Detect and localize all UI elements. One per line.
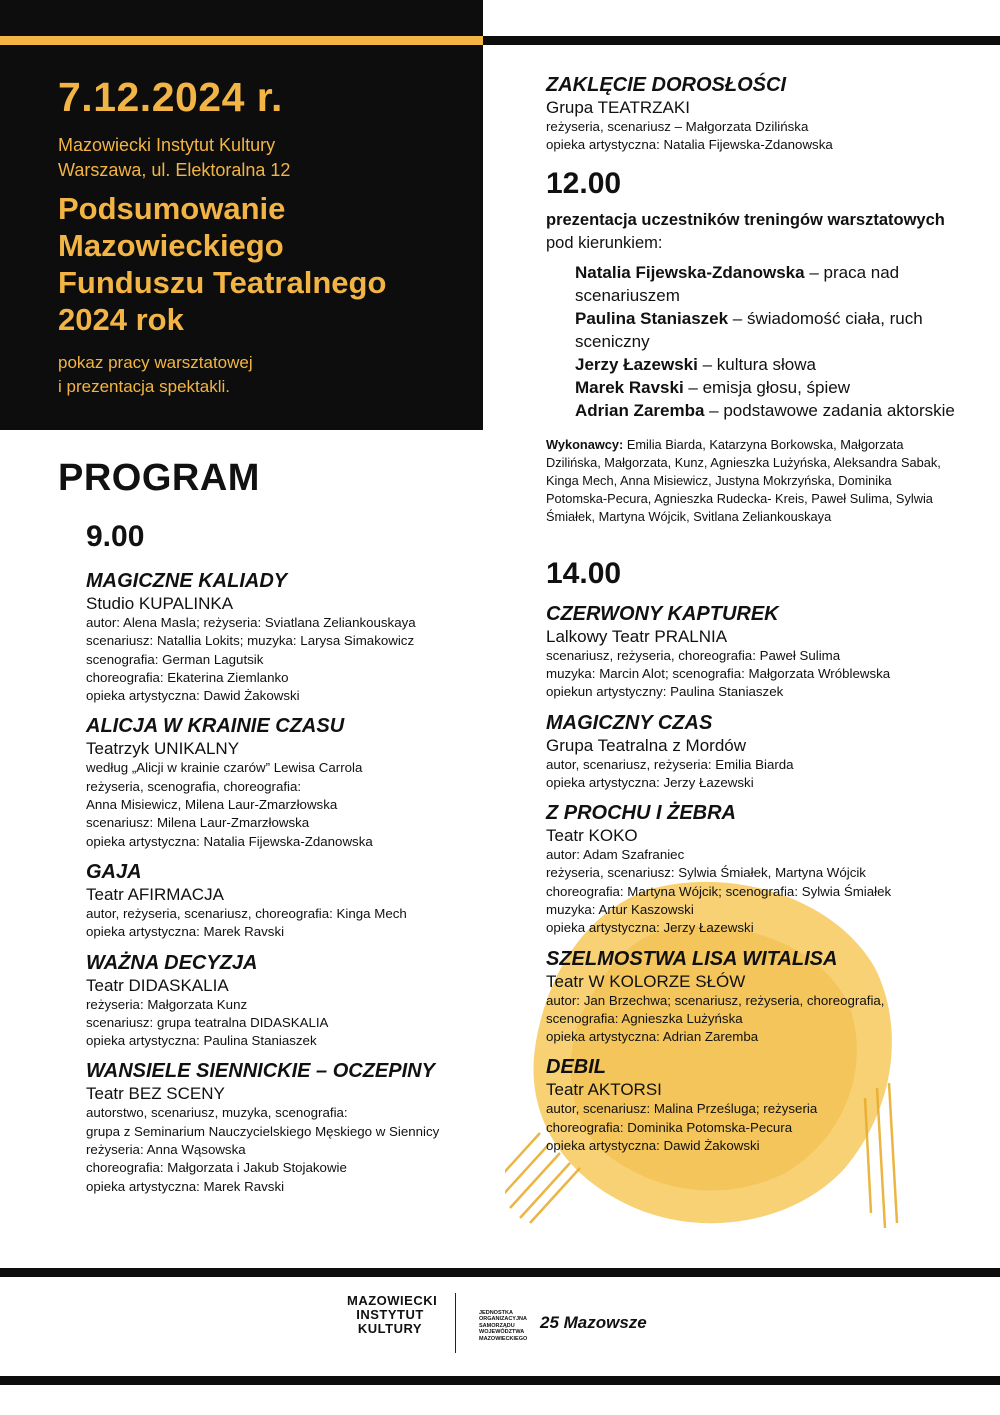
show-title: WANSIELE SIENNICKIE – OCZEPINY bbox=[86, 1060, 435, 1083]
logo-line: KULTURY bbox=[357, 1321, 423, 1336]
show-entry bbox=[546, 1054, 956, 1155]
show-credit: opieka artystyczna: Jerzy Łazewski bbox=[546, 920, 754, 936]
logo-line: MAZOWIECKIEGO bbox=[479, 1335, 528, 1342]
show-credit: opieka artystyczna: Natalia Fijewska-Zdanowska bbox=[546, 137, 833, 153]
show-title: Z PROCHU I ŻEBRA bbox=[546, 802, 736, 825]
logo-line: WOJEWÓDZTWA bbox=[479, 1329, 525, 1336]
show-troupe: Teatr DIDASKALIA bbox=[86, 975, 229, 995]
show-credit: autor: Alena Masla; reżyseria: Sviatlana Zeliankouskaya bbox=[86, 615, 416, 630]
performers-list: Emilia Biarda, Katarzyna Borkowska, Małgorzata Dzilińska, Małgorzata, Kunz, Agnieszka Lużyńska, Aleksandra Sabak, Kinga Mech, Anna Misiewicz, Justyna Mokrzyńska, Dominika Potomska-Pecura, Agnieszka Rudecka- Kreis, Paweł Sulima, Sylwia Śmiałek, Martyna Wójcik, Svitlana Zeliankouskaya bbox=[546, 436, 941, 525]
venue-address: Warszawa, ul. Elektoralna 12 bbox=[58, 160, 291, 180]
show-credit: autor, reżyseria, scenariusz, choreografia: Kinga Mech bbox=[86, 905, 407, 921]
show-credit: autor, scenariusz: Malina Prześluga; reżyseria bbox=[546, 1101, 818, 1117]
trainer-name: Jerzy Łazewski bbox=[575, 354, 698, 374]
show-title: ZAKLĘCIE DOROSŁOŚCI bbox=[546, 74, 787, 96]
show-troupe: Teatrzyk UNIKALNY bbox=[86, 739, 240, 759]
show-credit: autor, scenariusz, reżyseria: Emilia Biarda bbox=[546, 756, 794, 772]
performers bbox=[546, 436, 956, 527]
show-title: SZELMOSTWA LISA WITALISA bbox=[546, 947, 838, 970]
logo-line: SAMORZĄDU bbox=[479, 1322, 515, 1329]
show-entry bbox=[86, 1058, 496, 1195]
show-credit: opieka artystyczna: Jerzy Łazewski bbox=[546, 774, 754, 790]
show-credit: opieka artystyczna: Natalia Fijewska-Zdanowska bbox=[86, 833, 373, 849]
show-troupe: Grupa Teatralna z Mordów bbox=[546, 735, 747, 755]
intro-bold: prezentacja uczestników treningów warsztatowych bbox=[546, 210, 945, 229]
trainer-item bbox=[575, 261, 956, 307]
program-left-column bbox=[86, 520, 496, 1204]
title-line: Funduszu Teatralnego bbox=[58, 265, 387, 300]
show-title: MAGICZNY CZAS bbox=[546, 711, 713, 734]
trainer-topic: – emisja głosu, śpiew bbox=[683, 377, 850, 397]
show-entry bbox=[86, 713, 496, 850]
show-troupe: Teatr W KOLORZE SŁÓW bbox=[546, 971, 746, 991]
show-credit: scenariusz: Natallia Lokits; muzyka: Larysa Simakowicz bbox=[86, 633, 415, 649]
mik-logo bbox=[347, 1293, 438, 1336]
show-title: CZERWONY KAPTUREK bbox=[546, 602, 779, 625]
trainer-name: Adrian Zaremba bbox=[575, 400, 705, 420]
show-credit: scenariusz: Milena Laur-Zmarzłowska bbox=[86, 815, 310, 831]
subtitle bbox=[58, 351, 253, 399]
trainer-item bbox=[575, 353, 956, 376]
show-title: DEBIL bbox=[546, 1056, 606, 1079]
trainer-topic: – podstawowe zadania aktorskie bbox=[704, 400, 955, 420]
show-title: MAGICZNE KALIADY bbox=[86, 570, 288, 592]
show-entry bbox=[546, 601, 956, 702]
trainer-item bbox=[575, 399, 956, 422]
title-line: Podsumowanie bbox=[58, 191, 286, 226]
show-entry bbox=[546, 72, 956, 155]
mazowsze-logo: 25 Mazowsze bbox=[540, 1313, 647, 1332]
show-troupe: Lalkowy Teatr PRALNIA bbox=[546, 626, 728, 646]
workshop-intro bbox=[546, 209, 956, 255]
trainer-item bbox=[575, 376, 956, 399]
trainer-name: Marek Ravski bbox=[575, 377, 684, 397]
show-credit: muzyka: Artur Kaszowski bbox=[546, 901, 694, 917]
intro-rest: pod kierunkiem: bbox=[546, 233, 663, 252]
show-troupe: Grupa TEATRZAKI bbox=[546, 98, 690, 117]
show-entry bbox=[86, 859, 496, 942]
session-time: 9.00 bbox=[86, 520, 145, 553]
jednostka-logo bbox=[479, 1310, 539, 1342]
show-troupe: Teatr AKTORSI bbox=[546, 1080, 662, 1100]
page-title bbox=[58, 190, 386, 338]
show-credit: opiekun artystyczny: Paulina Staniaszek bbox=[546, 684, 784, 700]
show-credit: grupa z Seminarium Nauczycielskiego Męskiego w Siennicy bbox=[86, 1123, 440, 1139]
logo-line: INSTYTUT bbox=[356, 1307, 424, 1322]
show-title: WAŻNA DECYZJA bbox=[86, 951, 258, 974]
show-title: ALICJA W KRAINIE CZASU bbox=[86, 715, 345, 738]
show-troupe: Teatr BEZ SCENY bbox=[86, 1084, 225, 1104]
show-credit: Anna Misiewicz, Milena Laur-Zmarzłowska bbox=[86, 797, 338, 813]
show-credit: choreografia: Martyna Wójcik; scenografia: Sylwia Śmiałek bbox=[546, 883, 892, 899]
program-heading: PROGRAM bbox=[58, 457, 260, 499]
event-date: 7.12.2024 r. bbox=[58, 74, 283, 120]
logo-line: MAZOWIECKI bbox=[347, 1293, 438, 1308]
show-credit: muzyka: Marcin Alot; scenografia: Małgorzata Wróblewska bbox=[546, 665, 891, 681]
show-troupe: Teatr AFIRMACJA bbox=[86, 884, 224, 904]
show-credit: autorstwo, scenariusz, muzyka, scenografia: bbox=[86, 1105, 348, 1121]
show-entry bbox=[546, 800, 956, 937]
show-credit: opieka artystyczna: Adrian Zaremba bbox=[546, 1029, 759, 1045]
show-troupe: Teatr KOKO bbox=[546, 826, 638, 846]
trainer-item bbox=[575, 307, 956, 353]
show-credit: reżyseria: Małgorzata Kunz bbox=[86, 996, 248, 1012]
show-credit: choreografia: Małgorzata i Jakub Stojakowie bbox=[86, 1160, 347, 1176]
show-credit: reżyseria, scenografia, choreografia: bbox=[86, 778, 302, 794]
session-time: 12.00 bbox=[546, 166, 622, 200]
black-stripe bbox=[483, 36, 1000, 45]
session-time: 14.00 bbox=[546, 556, 622, 590]
title-line: 2024 rok bbox=[58, 302, 184, 337]
subtitle-line: pokaz pracy warsztatowej bbox=[58, 353, 253, 372]
show-credit: opieka artystyczna: Dawid Żakowski bbox=[546, 1138, 760, 1154]
show-credit: opieka artystyczna: Marek Ravski bbox=[86, 924, 285, 940]
show-credit: opieka artystyczna: Marek Ravski bbox=[86, 1178, 285, 1194]
show-credit: scenografia: Agnieszka Lużyńska bbox=[546, 1010, 743, 1026]
show-credit: reżyseria, scenariusz – Małgorzata Dzilińska bbox=[546, 119, 809, 134]
performers-label: Wykonawcy: bbox=[546, 436, 624, 452]
gold-stripe bbox=[0, 36, 483, 45]
footer-top-bar bbox=[0, 1268, 1000, 1277]
show-credit: choreografia: Ekaterina Ziemlanko bbox=[86, 669, 289, 685]
trainer-list bbox=[575, 261, 956, 422]
logo-line: JEDNOSTKA bbox=[479, 1310, 513, 1316]
show-entry bbox=[86, 950, 496, 1051]
show-entry bbox=[546, 710, 956, 793]
show-credit: scenariusz: grupa teatralna DIDASKALIA bbox=[86, 1014, 329, 1030]
footer-bottom-bar bbox=[0, 1376, 1000, 1385]
venue-name: Mazowiecki Instytut Kultury bbox=[58, 135, 276, 155]
trainer-topic: – praca nad scenariuszem bbox=[575, 262, 900, 305]
program-right-column bbox=[546, 72, 956, 1163]
show-title: GAJA bbox=[86, 860, 142, 883]
show-entry bbox=[86, 568, 496, 705]
show-credit: autor: Adam Szafraniec bbox=[546, 847, 685, 863]
show-credit: reżyseria: Anna Wąsowska bbox=[86, 1142, 246, 1158]
show-credit: według „Alicji w krainie czarów” Lewisa Carrola bbox=[86, 760, 363, 776]
logo-line: ORGANIZACYJNA bbox=[479, 1316, 527, 1323]
show-credit: reżyseria, scenariusz: Sylwia Śmiałek, Martyna Wójcik bbox=[546, 865, 866, 881]
venue bbox=[58, 133, 290, 183]
trainer-name: Natalia Fijewska-Zdanowska bbox=[575, 262, 805, 282]
title-line: Mazowieckiego bbox=[58, 228, 284, 263]
show-credit: opieka artystyczna: Paulina Staniaszek bbox=[86, 1033, 317, 1049]
subtitle-line: i prezentacja spektakli. bbox=[58, 377, 230, 396]
show-credit: choreografia: Dominika Potomska-Pecura bbox=[546, 1119, 793, 1135]
show-credit: opieka artystyczna: Dawid Żakowski bbox=[86, 688, 300, 704]
show-entry bbox=[546, 946, 956, 1047]
trainer-topic: – kultura słowa bbox=[697, 354, 816, 374]
show-credit: autor: Jan Brzechwa; scenariusz, reżyseria, choreografia, bbox=[546, 992, 885, 1008]
show-troupe: Studio KUPALINKA bbox=[86, 594, 234, 613]
show-credit: scenografia: German Lagutsik bbox=[86, 651, 264, 667]
trainer-topic: – świadomość ciała, ruch sceniczny bbox=[575, 308, 923, 351]
trainer-name: Paulina Staniaszek bbox=[575, 308, 729, 328]
logo-divider bbox=[455, 1293, 456, 1353]
show-credit: scenariusz, reżyseria, choreografia: Paweł Sulima bbox=[546, 647, 841, 663]
